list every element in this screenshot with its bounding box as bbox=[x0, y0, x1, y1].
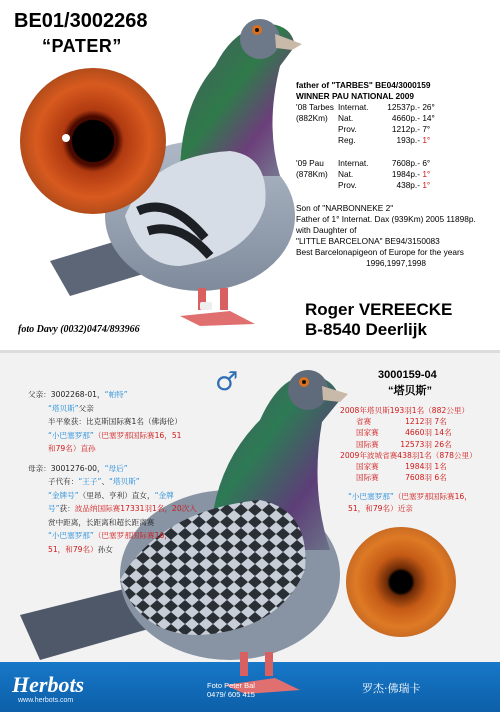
text-span: 子代有： bbox=[48, 477, 79, 486]
herbots-url: www.herbots.com bbox=[18, 697, 74, 704]
result-cat: Prov. bbox=[338, 180, 357, 190]
race-name: '08 Tarbes bbox=[296, 102, 334, 112]
text-span: “帕特” bbox=[104, 390, 128, 399]
text-span: 26名 bbox=[434, 439, 452, 449]
cn-line bbox=[28, 529, 228, 543]
text-span: 国际赛 bbox=[356, 473, 379, 483]
eye-glint bbox=[62, 134, 70, 142]
text-span: “塔贝斯” bbox=[109, 477, 140, 486]
eye-photo-tarbes bbox=[346, 527, 456, 637]
cn-line bbox=[28, 489, 228, 503]
cn-line bbox=[340, 461, 500, 472]
ring-number-pater: BE01/3002268 bbox=[14, 10, 148, 32]
result-cat: Nat. bbox=[338, 113, 354, 123]
cn-line bbox=[28, 388, 228, 402]
cn-line bbox=[28, 516, 228, 530]
text-span: “母后” bbox=[104, 463, 128, 473]
text-span: 省赛 bbox=[356, 417, 372, 427]
text-span: 、 bbox=[101, 477, 110, 486]
cn-line bbox=[28, 543, 228, 557]
result-row bbox=[296, 113, 496, 124]
male-symbol-icon: ♂ bbox=[215, 367, 239, 397]
cn-line bbox=[28, 462, 228, 476]
result-cat: Internat. bbox=[338, 158, 369, 168]
text-span: 4660羽 bbox=[405, 428, 432, 438]
result-place: 1° bbox=[422, 180, 431, 190]
text-span: 国家赛 bbox=[356, 462, 379, 472]
text-span: “小巴塞罗那” bbox=[48, 531, 94, 540]
result-cat: Nat. bbox=[338, 169, 354, 179]
text-span: 号” bbox=[48, 504, 60, 513]
result-place: 1° bbox=[422, 169, 431, 179]
herbots-logo: Herbots bbox=[12, 672, 85, 697]
text-span: “金牌号” bbox=[48, 490, 79, 500]
text-span: 51，和79名）近亲 bbox=[348, 503, 413, 513]
cn-line bbox=[28, 429, 228, 443]
result-val: 193p.- bbox=[396, 135, 420, 145]
result-val: 438p.- bbox=[396, 180, 420, 190]
photo-credit-name: Foto Peter Bal bbox=[207, 681, 255, 690]
owner-location: B-8540 Deerlijk bbox=[305, 320, 427, 339]
result-row bbox=[296, 102, 496, 113]
text-span: 7608羽 bbox=[405, 473, 432, 483]
text-span: “塔贝斯” bbox=[48, 403, 79, 413]
cn-line bbox=[340, 416, 500, 427]
text-span: （里昂、亨利）直女， bbox=[78, 490, 155, 500]
text-span: 父亲 bbox=[78, 403, 94, 413]
result-row bbox=[296, 124, 496, 135]
photo-credit-phone: 0479/ 605 415 bbox=[207, 690, 255, 699]
cn-line bbox=[340, 503, 500, 514]
pedigree-line: Best Barcelonapigeon of Europe for the years bbox=[296, 247, 464, 257]
text-span: 14名 bbox=[434, 428, 452, 438]
text-span: 1名 bbox=[434, 462, 447, 472]
text-span: 母亲：3001276-00， bbox=[28, 463, 105, 473]
text-span: （巴塞罗那国际赛16， bbox=[393, 492, 472, 502]
text-span: “金牌 bbox=[154, 490, 174, 500]
text-span: 7名 bbox=[434, 417, 447, 427]
text-span: 1984羽 bbox=[405, 462, 432, 472]
text-span: （巴塞罗那国际赛16， bbox=[93, 531, 172, 540]
text-span: 父亲：3002268-01， bbox=[28, 390, 105, 399]
result-row bbox=[296, 180, 496, 191]
pedigree-line: "LITTLE BARCELONA" BE94/3150083 bbox=[296, 236, 440, 246]
race-distance: (878Km) bbox=[296, 169, 328, 179]
text-span: 赏中距离，长距离和超长距离赛 bbox=[48, 517, 155, 527]
owner-block bbox=[305, 300, 452, 340]
pedigree-line: 1996,1997,1998 bbox=[366, 258, 426, 268]
cn-line bbox=[28, 502, 228, 516]
result-row bbox=[296, 158, 496, 169]
text-span: 获： bbox=[59, 504, 75, 513]
text-span: （巴塞罗那国际赛16，51 bbox=[93, 430, 182, 440]
result-val: 1212p.- bbox=[391, 124, 420, 134]
cn-line bbox=[340, 491, 500, 502]
text-span: 6名 bbox=[434, 473, 447, 483]
result-place: 1° bbox=[422, 135, 431, 145]
result-place: 26° bbox=[422, 102, 435, 112]
pedigree-line: Son of "NARBONNEKE 2" bbox=[296, 203, 394, 213]
result-val: 4660p.- bbox=[391, 113, 420, 123]
result-row bbox=[296, 135, 496, 146]
result-place: 14° bbox=[422, 113, 435, 123]
cn-line bbox=[340, 472, 500, 483]
photo-credit: foto Davy (0032)0474/893966 bbox=[18, 324, 140, 335]
results-text-chinese bbox=[340, 405, 500, 514]
text-span: 和79名）直孙 bbox=[48, 444, 96, 453]
result-val: 1984p.- bbox=[391, 169, 420, 179]
cn-line: 2008年塔贝斯193羽1名（882公里） bbox=[340, 406, 470, 415]
pigeon-name-pater: “PATER” bbox=[42, 36, 122, 56]
pedigree-headline: WINNER PAU NATIONAL 2009 bbox=[296, 91, 415, 101]
result-cat: Reg. bbox=[338, 135, 356, 145]
text-span: 半平象获：比克斯国际赛1名（佛海伦） bbox=[48, 417, 182, 426]
race-distance: (882Km) bbox=[296, 113, 328, 123]
pedigree-line: father of "TARBES" BE04/3000159 bbox=[296, 80, 431, 90]
pedigree-line: Father of 1° Internat. Dax (939Km) 2005 11898p. bbox=[296, 214, 476, 224]
text-span: 波品纳国际赛17331羽1名，20次入 bbox=[74, 504, 197, 513]
cn-line bbox=[28, 415, 228, 429]
cn-line bbox=[28, 402, 228, 416]
result-row bbox=[296, 169, 496, 180]
text-span: 国家赛 bbox=[356, 428, 379, 438]
cn-line bbox=[28, 475, 228, 489]
cn-line bbox=[340, 427, 500, 438]
result-val: 12537p.- bbox=[387, 102, 420, 112]
pigeon-name-tarbes: “塔贝斯” bbox=[388, 385, 432, 397]
result-place: 7° bbox=[422, 124, 431, 134]
text-span: 孙女 bbox=[97, 544, 113, 554]
text-span: “王子” bbox=[78, 477, 102, 486]
text-span: 12573羽 bbox=[400, 439, 432, 449]
footer-photo-credit bbox=[207, 681, 255, 699]
result-val: 7608p.- bbox=[391, 158, 420, 168]
text-span: 国际赛 bbox=[356, 439, 379, 449]
text-span: 1212羽 bbox=[405, 417, 432, 427]
result-place: 6° bbox=[422, 158, 431, 168]
result-cat: Prov. bbox=[338, 124, 357, 134]
cn-line: 2009年波城省赛438羽1名（878公里） bbox=[340, 450, 477, 460]
text-span: “小巴塞罗那” bbox=[348, 492, 394, 502]
cn-line bbox=[28, 442, 228, 456]
race-name: '09 Pau bbox=[296, 158, 324, 168]
pedigree-text-english bbox=[296, 80, 496, 269]
cn-line bbox=[340, 439, 500, 450]
text-span: “小巴塞罗那” bbox=[48, 430, 94, 440]
owner-name: Roger VEREECKE bbox=[305, 300, 453, 319]
result-cat: Internat. bbox=[338, 102, 369, 112]
owner-name-chinese: 罗杰·佛瑞卡 bbox=[362, 682, 421, 695]
eye-photo-pater bbox=[20, 68, 166, 214]
ring-number-tarbes: 3000159-04 bbox=[378, 369, 437, 381]
text-span: 51，和79名） bbox=[48, 544, 98, 554]
pedigree-line: with Daughter of bbox=[296, 225, 357, 235]
pedigree-text-chinese bbox=[28, 388, 228, 556]
